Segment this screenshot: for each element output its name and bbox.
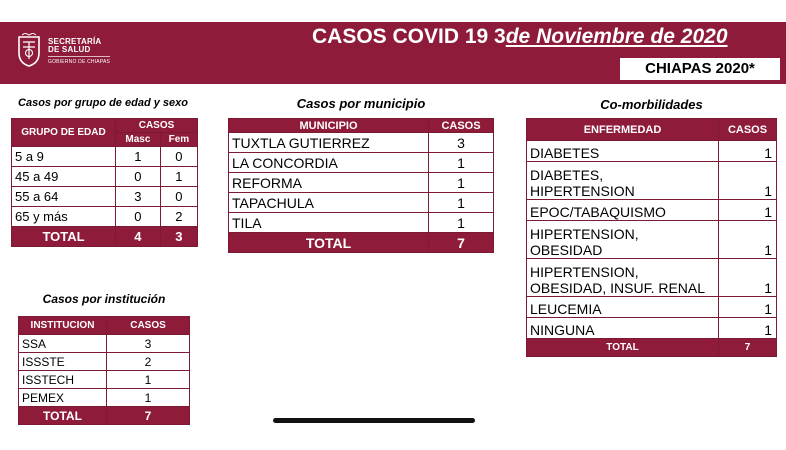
masc-cell: 3	[116, 187, 161, 207]
comorbilidades-table	[526, 118, 777, 357]
col-enfermedad: ENFERMEDAD	[527, 119, 719, 141]
enfermedad-line: DIABETES	[530, 145, 600, 161]
col-casos: CASOS	[429, 119, 494, 133]
logo-line3: GOBIERNO DE CHIAPAS	[48, 56, 110, 66]
enfermedad-cell	[527, 297, 719, 318]
casos-cell: 1	[429, 173, 494, 193]
municipio-cell: TAPACHULA	[229, 193, 429, 213]
casos-cell: 1	[719, 318, 777, 339]
logo-text	[48, 38, 110, 66]
table-row	[527, 221, 777, 259]
casos-cell: 1	[719, 200, 777, 221]
grupo-cell: 45 a 49	[12, 167, 116, 187]
enfermedad-line: DIABETES,	[530, 167, 604, 183]
logo-line2: DE SALUD	[48, 45, 91, 54]
casos-cell: 1	[719, 221, 777, 259]
casos-cell: 1	[429, 153, 494, 173]
casos-cell: 1	[429, 213, 494, 233]
casos-cell: 3	[107, 335, 190, 353]
enfermedad-cell	[527, 259, 719, 297]
enfermedad-line: OBESIDAD, INSUF. RENAL	[530, 280, 706, 296]
institucion-title: Casos por institución	[42, 292, 166, 306]
table-row	[527, 297, 777, 318]
table-row	[19, 353, 190, 371]
masc-cell: 1	[116, 147, 161, 167]
masc-cell: 0	[116, 167, 161, 187]
casos-cell: 1	[429, 193, 494, 213]
enfermedad-cell	[527, 318, 719, 339]
table-row	[12, 167, 198, 187]
col-casos: CASOS	[719, 119, 777, 141]
total-row	[12, 227, 198, 247]
title-prefix: CASOS COVID 19 3	[312, 25, 506, 48]
edad-table	[11, 118, 198, 247]
total-label: TOTAL	[19, 407, 107, 425]
grupo-cell: 55 a 64	[12, 187, 116, 207]
comorbilidades-title: Co-morbilidades	[600, 97, 703, 112]
casos-cell: 1	[719, 141, 777, 162]
secretaria-logo	[16, 30, 116, 74]
casos-cell: 1	[719, 297, 777, 318]
institucion-cell: ISSSTE	[19, 353, 107, 371]
col-fem: Fem	[160, 133, 197, 147]
table-row	[527, 162, 777, 200]
table-row	[527, 141, 777, 162]
enfermedad-line: HIPERTENSION,	[530, 264, 639, 280]
total-masc: 4	[116, 227, 161, 247]
municipio-title: Casos por municipio	[296, 96, 426, 111]
municipio-cell: REFORMA	[229, 173, 429, 193]
casos-cell: 1	[719, 259, 777, 297]
institucion-cell: ISSTECH	[19, 371, 107, 389]
casos-cell: 2	[107, 353, 190, 371]
table-row	[229, 173, 494, 193]
grupo-cell: 5 a 9	[12, 147, 116, 167]
casos-cell: 3	[429, 133, 494, 153]
total-label: TOTAL	[12, 227, 116, 247]
table-row	[229, 213, 494, 233]
enfermedad-line: NINGUNA	[530, 322, 595, 338]
masc-cell: 0	[116, 207, 161, 227]
total-value: 7	[429, 233, 494, 253]
municipio-cell: TUXTLA GUTIERREZ	[229, 133, 429, 153]
enfermedad-line: HIPERTENSION,	[530, 226, 639, 242]
municipio-table	[228, 118, 494, 253]
page-subtitle: CHIAPAS 2020*	[620, 58, 780, 80]
table-row	[12, 187, 198, 207]
municipio-cell: LA CONCORDIA	[229, 153, 429, 173]
table-row	[19, 335, 190, 353]
table-row	[229, 133, 494, 153]
col-casos: CASOS	[116, 119, 198, 133]
enfermedad-cell	[527, 200, 719, 221]
logo-line1: SECRETARÍA	[48, 37, 102, 46]
enfermedad-cell	[527, 221, 719, 259]
col-municipio: MUNICIPIO	[229, 119, 429, 133]
col-masc: Masc	[116, 133, 161, 147]
enfermedad-line: EPOC/TABAQUISMO	[530, 204, 666, 220]
institucion-table	[18, 316, 190, 425]
edad-title: Casos por grupo de edad y sexo	[18, 97, 188, 109]
col-casos: CASOS	[107, 317, 190, 335]
home-indicator-bar[interactable]	[273, 418, 475, 423]
table-row	[527, 318, 777, 339]
col-institucion: INSTITUCION	[19, 317, 107, 335]
coat-of-arms-icon	[16, 33, 42, 72]
total-label: TOTAL	[229, 233, 429, 253]
total-row	[527, 339, 777, 357]
page-title	[312, 25, 778, 49]
fem-cell: 1	[160, 167, 197, 187]
title-date: de Noviembre de 2020	[505, 25, 728, 48]
table-row	[19, 371, 190, 389]
fem-cell: 2	[160, 207, 197, 227]
enfermedad-cell	[527, 141, 719, 162]
enfermedad-line: LEUCEMIA	[530, 301, 602, 317]
institucion-cell: PEMEX	[19, 389, 107, 407]
table-row	[527, 259, 777, 297]
col-grupo-edad: GRUPO DE EDAD	[12, 119, 116, 147]
municipio-cell: TILA	[229, 213, 429, 233]
fem-cell: 0	[160, 147, 197, 167]
table-row	[12, 147, 198, 167]
table-row	[229, 153, 494, 173]
enfermedad-cell	[527, 162, 719, 200]
casos-cell: 1	[107, 389, 190, 407]
total-value: 7	[107, 407, 190, 425]
enfermedad-line: HIPERTENSION	[530, 183, 635, 199]
table-row	[229, 193, 494, 213]
enfermedad-line: OBESIDAD	[530, 242, 603, 258]
total-label: TOTAL	[527, 339, 719, 357]
total-fem: 3	[160, 227, 197, 247]
total-row	[229, 233, 494, 253]
institucion-cell: SSA	[19, 335, 107, 353]
casos-cell: 1	[107, 371, 190, 389]
table-row	[527, 200, 777, 221]
casos-cell: 1	[719, 162, 777, 200]
table-row	[12, 207, 198, 227]
table-row	[19, 389, 190, 407]
total-row	[19, 407, 190, 425]
fem-cell: 0	[160, 187, 197, 207]
total-value: 7	[719, 339, 777, 357]
grupo-cell: 65 y más	[12, 207, 116, 227]
